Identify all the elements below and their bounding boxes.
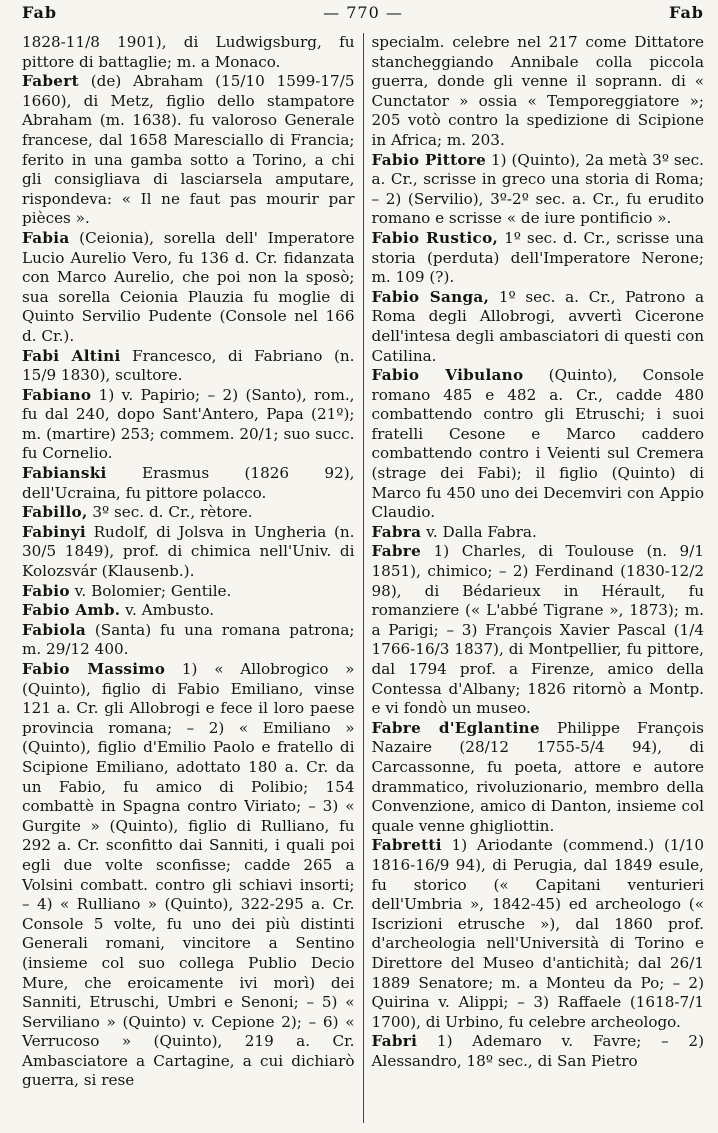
dictionary-entry: [372, 719, 705, 837]
entry-headword: Fabio Vibulano: [371, 366, 524, 385]
entry-headword: Fabio Sanga,: [371, 287, 490, 306]
dictionary-entry: [372, 523, 705, 543]
entry-headword: Fabi Altini: [22, 346, 121, 365]
entry-text: Philippe François Nazaire (28/12 1755-5/4 94), di Carcassonne, fu poeta, attore e autore drammatico, rivoluzionario, membro della Convenzione, amico di Danton, insieme col quale venne ghigliottin.: [371, 718, 704, 835]
entry-headword: Fabio Massimo: [22, 660, 166, 678]
dictionary-entry: [22, 347, 355, 386]
entry-text: 1828-11/8 1901), di Ludwigsburg, fu pittore di battaglie; m. a Monaco.: [22, 33, 355, 71]
entry-headword: Fabio Pittore: [371, 150, 487, 169]
dictionary-entry: [22, 229, 355, 347]
entry-text: 3º sec. d. Cr., rètore.: [87, 503, 253, 522]
dictionary-entry: [22, 523, 355, 582]
page-number: — 770 —: [323, 3, 403, 22]
entry-text: 1) « Allobrogico » (Quinto), figlio di Fabio Emiliano, vinse 121 a. Cr. gli Allobrogi e fece il loro paese provincia romana; – 2) « Emiliano » (Quinto), figlio d'Emilio Paolo e fratello di Scipione Emiliano, adottato 180 a. Cr. da un Fabio, fu amico di Polibio; 154 combattè in Spagna contro Viriato; – 3) « Gurgite » (Quinto), figlio di Rulliano, fu 292 a. Cr. sconfitto dai Sanniti, i quali poi egli due volte sconfisse; cadde 265 a Volsini combatt. contro gli schiavi insorti; – 4) « Rulliano » (Quinto), 322-295 a. Cr. Console 5 volte, fu uno dei più distinti Generali romani, vincitore a Sentino (insieme col suo collega Publio Decio Mure, che eroicamente ivi morì) dei Sanniti, Etruschi, Umbri e Senoni; – 5) « Serviliano » (Quinto) v. Cepione 2); – 6) « Verrucoso » (Quinto), 219 a. Cr. Ambasciatore a Cartagine, a cui dichiarò guerra, si rese: [22, 660, 355, 1090]
dictionary-entry: [372, 1032, 705, 1071]
entry-text: specialm. celebre nel 217 come Dittatore stancheggiando Annibale colla piccola guerra, donde gli venne il soprann. di « Cunctator » ossia « Temporeggiatore »; 205 votò contro la spedizione di Scipione in Africa; m. 203.: [371, 33, 704, 149]
entry-text: Rudolf, di Jolsva in Ungheria (n. 30/5 1849), prof. di chimica nell'Univ. di Kolozsvár (Klausenb.).: [22, 522, 355, 581]
entry-text: 1º sec. a. Cr., Patrono a Roma degli Allobrogi, avvertì Cicerone dell'intesa degli ambasciatori di questi con Catilina.: [371, 287, 704, 365]
header-left-guide-word: Fab: [22, 3, 58, 22]
header-right-guide-word: Fab: [668, 3, 704, 22]
entry-text: 1) Charles, di Toulouse (n. 9/1 1851), chimico; – 2) Ferdinand (1830-12/2 98), di Bédarieux in Hérault, fu romanziere (« L'abbé Tigrane », 1873); m. a Parigi; – 3) François Xavier Pascal (1/4 1766-16/3 1837), di Montpellier, fu pittore, dal 1794 prof. a Firenze, amico della Contessa d'Albany; 1826 ritornò a Montp. e vi fondò un museo.: [371, 542, 704, 718]
entry-headword: Fabio Rustico,: [371, 228, 499, 247]
entry-text: (Quinto), Console romano 485 e 482 a. Cr., cadde 480 combattendo contro gli Etruschi; i suoi fratelli Cesone e Marco caddero combattendo contro i Veienti sul Cremera (strage dei Fabi); il figlio (Quinto) di Marco fu 450 uno dei Decemviri con Appio Claudio.: [371, 366, 705, 522]
dictionary-entry: [372, 33, 705, 151]
right-column: [364, 33, 705, 1123]
dictionary-entry: [22, 464, 355, 503]
entry-headword: Fabra: [371, 522, 422, 541]
dictionary-entry: [22, 582, 355, 602]
entry-text: (de) Abraham (15/10 1599-17/5 1660), di Metz, figlio dello stampatore Abraham (m. 1638). fu valoroso Generale francese, dal 1658 Maresciallo di Francia; ferito in una gamba sotto a Torino, a chi gli consigliava di lasciarsela amputare, rispondeva: « Il ne faut pas mourir par pièces ».: [22, 72, 355, 228]
entry-headword: Fabillo,: [22, 503, 88, 522]
entry-text: 1) (Quinto), 2a metà 3º sec. a. Cr., scrisse in greco una storia di Roma; – 2) (Servilio), 3º-2º sec. a. Cr., fu erudito romano e scrisse « de iure pontificio ».: [371, 150, 704, 228]
entry-headword: Fabiola: [22, 620, 87, 639]
entry-text: v. Dalla Fabra.: [421, 522, 537, 541]
entry-text: 1) Ademaro v. Favre; – 2) Alessandro, 18º sec., di San Pietro: [371, 1032, 704, 1070]
dictionary-entry: [22, 621, 355, 660]
dictionary-entry: [372, 288, 705, 366]
entry-text: 1) v. Papirio; – 2) (Santo), rom., fu dal 240, dopo Sant'Antero, Papa (21º); m. (martire) 253; commem. 20/1; suo succ. fu Cornelio.: [22, 385, 355, 463]
dictionary-entry: [22, 72, 355, 229]
entry-text: 1) Ariodante (commend.) (1/10 1816-16/9 94), di Perugia, dal 1849 esule, fu storico (« Capitani venturieri dell'Umbria », 1842-45) ed archeologo (« Iscrizioni etrusche »), dal 1860 prof. d'archeologia nell'Università di Torino e Direttore del Museo d'antichità; dal 26/1 1889 Senatore; m. a Monteu da Po; – 2) Quirina v. Alippi; – 3) Raffaele (1618-7/1 1700), di Urbino, fu celebre archeologo.: [371, 836, 704, 1031]
entry-headword: Fabio: [22, 581, 70, 600]
entry-headword: Fabiano: [22, 385, 92, 404]
entry-headword: Fabri: [371, 1032, 418, 1051]
columns: [22, 33, 704, 1123]
page-header: [22, 3, 704, 33]
entry-headword: Fabre: [371, 542, 422, 561]
entry-text: v. Ambusto.: [120, 601, 215, 620]
dictionary-entry: [372, 836, 705, 1032]
entry-text: Francesco, di Fabriano (n. 15/9 1830), scultore.: [22, 346, 355, 385]
dictionary-entry: [22, 660, 355, 1091]
entry-text: (Ceionia), sorella dell' Imperatore Lucio Aurelio Vero, fu 136 d. Cr. fidanzata con Marco Aurelio, che poi non la sposò; sua sorella Ceionia Plauzia fu moglie di Quinto Servilio Pudente (Console nel 166 d. Cr.).: [22, 228, 355, 345]
entry-headword: Fabretti: [371, 836, 442, 855]
entry-text: Erasmus (1826 92), dell'Ucraina, fu pittore polacco.: [22, 464, 355, 502]
dictionary-entry: [22, 601, 355, 621]
dictionary-entry: [22, 33, 355, 72]
dictionary-entry: [372, 542, 705, 718]
dictionary-entry: [372, 229, 705, 288]
entry-text: v. Bolomier; Gentile.: [69, 581, 232, 600]
left-column: [22, 33, 363, 1123]
entry-headword: Fabianski: [22, 464, 107, 483]
entry-text: 1º sec. d. Cr., scrisse una storia (perduta) dell'Imperatore Nerone; m. 109 (?).: [371, 228, 704, 287]
entry-headword: Fabia: [22, 228, 70, 247]
entry-headword: Fabre d'Eglantine: [371, 718, 540, 737]
entry-headword: Fabert: [22, 72, 79, 91]
dictionary-entry: [372, 366, 705, 523]
dictionary-entry: [22, 503, 355, 523]
entry-headword: Fabinyi: [22, 522, 86, 541]
entry-text: (Santa) fu una romana patrona; m. 29/12 400.: [22, 620, 355, 659]
entry-headword: Fabio Amb.: [22, 601, 121, 620]
dictionary-entry: [372, 151, 705, 229]
dictionary-entry: [22, 386, 355, 464]
